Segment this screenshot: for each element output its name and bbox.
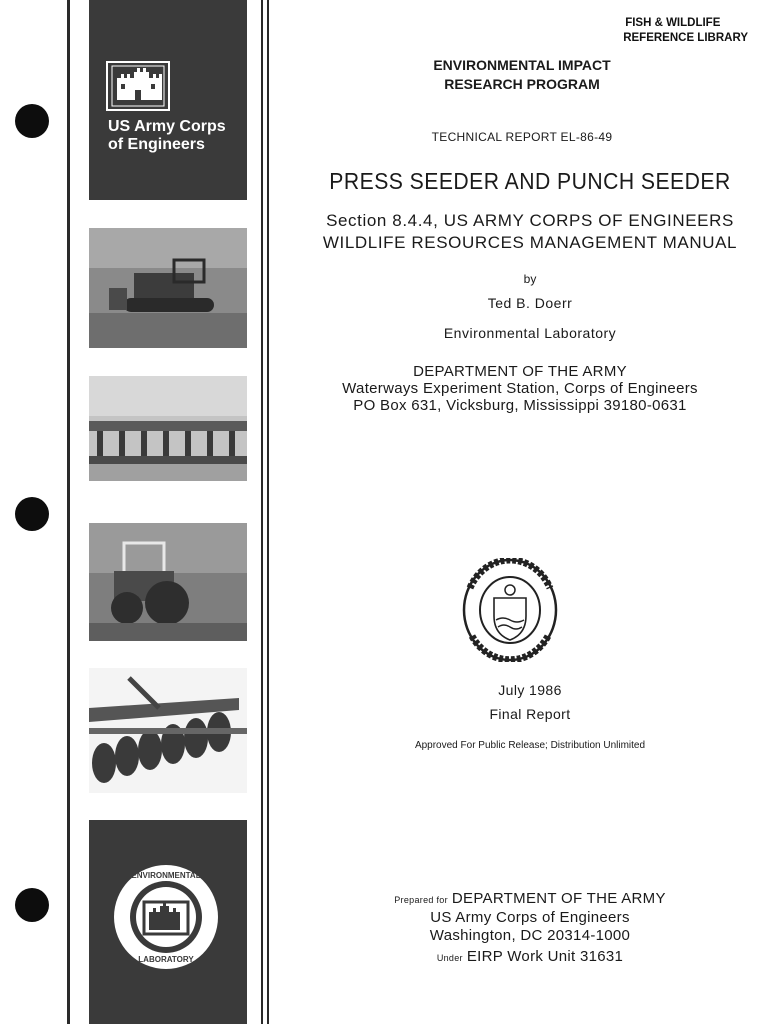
- svg-text:ENVIRONMENTAL: ENVIRONMENTAL: [131, 871, 201, 880]
- binder-hole: [15, 104, 49, 138]
- library-stamp-line1: FISH & WILDLIFE: [625, 17, 721, 29]
- program-line2: RESEARCH PROGRAM: [444, 76, 600, 92]
- right-rule-inner: [267, 0, 269, 1024]
- prepared-for-prefix: Prepared for: [394, 895, 448, 905]
- approval-statement: Approved For Public Release; Distribution Unlimited: [414, 740, 646, 751]
- release-date: July 1986: [498, 682, 562, 698]
- svg-text:LABORATORY: LABORATORY: [138, 955, 194, 964]
- section-line1: Section 8.4.4, US ARMY CORPS OF ENGINEERS: [326, 211, 734, 230]
- agency-line1: DEPARTMENT OF THE ARMY: [413, 363, 627, 380]
- section-title: [300, 210, 760, 254]
- program-line1: ENVIRONMENTAL IMPACT: [433, 57, 611, 73]
- report-status: Final Report: [489, 706, 571, 722]
- corps-name: [108, 118, 226, 154]
- agency-line2: Waterways Experiment Station, Corps of Engineers: [342, 380, 698, 397]
- bulldozer-photo: [89, 228, 247, 348]
- disc-harrow-photo: [89, 668, 247, 793]
- by-label: by: [523, 272, 537, 286]
- under-prefix: Under: [436, 953, 463, 963]
- waterways-experiment-station-seal: [462, 558, 558, 662]
- corps-logo-block: [89, 0, 247, 200]
- author-name: Ted B. Doerr: [487, 295, 573, 311]
- prepared-line3: Washington, DC 20314-1000: [429, 927, 631, 944]
- environmental-laboratory-block: [89, 820, 247, 1024]
- tractor-photo: [89, 523, 247, 641]
- program-name: [292, 56, 752, 94]
- prepared-line2: US Army Corps of Engineers: [430, 909, 630, 926]
- library-stamp-line2: REFERENCE LIBRARY: [623, 32, 748, 44]
- library-stamp: [623, 16, 748, 46]
- left-rule: [67, 0, 70, 1024]
- prepared-for-block: [300, 890, 760, 967]
- section-line2: WILDLIFE RESOURCES MANAGEMENT MANUAL: [322, 233, 738, 252]
- binder-hole: [15, 497, 49, 531]
- report-number: TECHNICAL REPORT EL-86-49: [431, 130, 613, 144]
- environmental-laboratory-seal-icon: [111, 862, 221, 972]
- prepared-line1: DEPARTMENT OF THE ARMY: [451, 890, 666, 907]
- agency-line3: PO Box 631, Vicksburg, Mississippi 39180-0631: [353, 397, 687, 414]
- report-title: PRESS SEEDER AND PUNCH SEEDER: [329, 168, 731, 194]
- work-unit: EIRP Work Unit 31631: [466, 948, 624, 965]
- prepared-line1-row: [300, 890, 760, 909]
- right-rule-outer: [261, 0, 263, 1024]
- corps-name-line1: US Army Corps: [108, 118, 226, 135]
- castle-icon: [105, 60, 171, 112]
- author-affiliation: Environmental Laboratory: [443, 325, 617, 341]
- binder-hole: [15, 888, 49, 922]
- corps-name-line2: of Engineers: [108, 136, 205, 153]
- work-unit-row: [300, 948, 760, 967]
- press-seeder-photo: [89, 376, 247, 481]
- agency-block: [290, 363, 750, 414]
